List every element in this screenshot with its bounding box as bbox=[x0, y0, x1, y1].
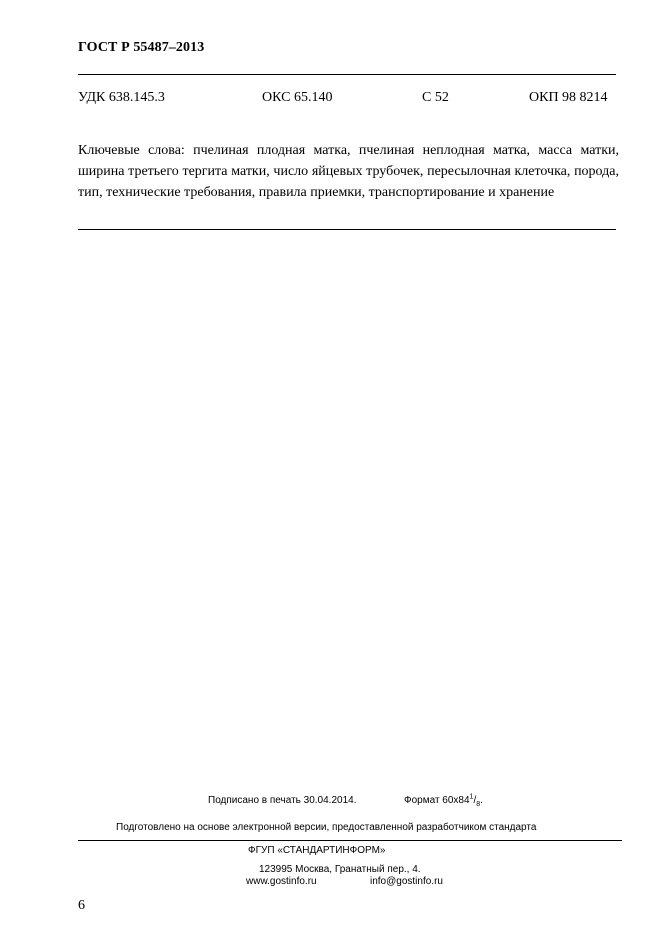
page-number: 6 bbox=[78, 898, 85, 913]
okp-code: ОКП 98 8214 bbox=[529, 90, 608, 105]
publisher-address: 123995 Москва, Гранатный пер., 4. bbox=[259, 864, 421, 875]
format-denominator: 8 bbox=[476, 801, 481, 808]
format-suffix: . bbox=[480, 795, 483, 806]
imprint-divider bbox=[78, 840, 622, 841]
prepared-note: Подготовлено на основе электронной версии, предоставленной разработчиком стандарта bbox=[116, 822, 537, 833]
publisher-name: ФГУП «СТАНДАРТИНФОРМ» bbox=[248, 845, 386, 856]
udk-code: УДК 638.145.3 bbox=[78, 90, 165, 105]
keywords-divider bbox=[78, 229, 616, 230]
signed-for-print: Подписано в печать 30.04.2014. bbox=[208, 795, 357, 806]
oks-code: ОКС 65.140 bbox=[262, 90, 333, 105]
section-code: С 52 bbox=[422, 90, 449, 105]
format-numerator: 1 bbox=[469, 793, 474, 801]
publisher-website[interactable]: www.gostinfo.ru bbox=[246, 876, 317, 887]
format-prefix: Формат 60x84 bbox=[404, 795, 470, 806]
classification-row bbox=[78, 90, 618, 108]
publisher-email[interactable]: info@gostinfo.ru bbox=[370, 876, 443, 887]
print-format: Формат $60x84^1/_8$. bbox=[404, 793, 483, 808]
document-title: ГОСТ Р 55487–2013 bbox=[78, 40, 205, 55]
header-divider bbox=[78, 74, 616, 75]
keywords-paragraph: Ключевые слова: пчелиная плодная матка, пчелиная неплодная матка, масса матки, ширина третьего тергита матки, число яйцевых трубочек, пересылочная клеточка, порода, тип, технические требования, правила приемки, транспортирование и хранение bbox=[78, 143, 619, 200]
